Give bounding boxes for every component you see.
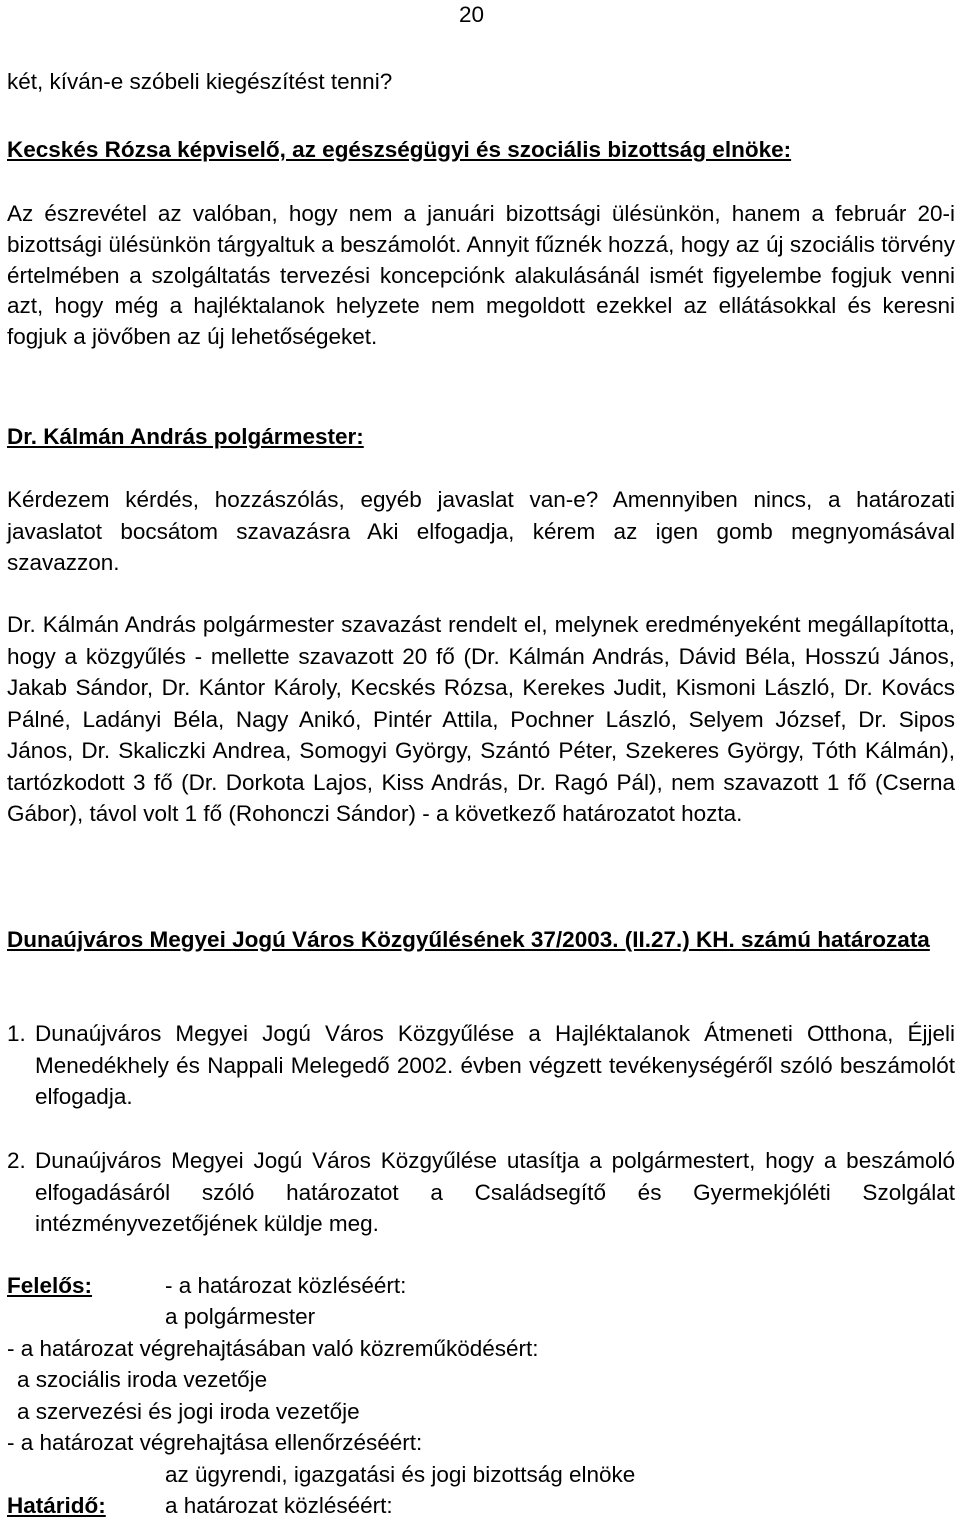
responsible-line: az ügyrendi, igazgatási és jogi bizottság elnöke: [165, 1461, 636, 1487]
resolution-item-text: Dunaújváros Megyei Jogú Város Közgyűlése a Hajléktalanok Átmeneti Otthona, Éjjeli Menedékhely és Nappali Melegedő 2002. évben végzett tevékenységéről szóló beszámolót elfogadja.: [35, 1021, 955, 1109]
resolution-item-number: 1.: [7, 1021, 26, 1046]
responsible-line: - a határozat végrehajtása ellenőrzéséért:: [7, 1430, 423, 1455]
resolution-item-number: 2.: [7, 1148, 26, 1173]
responsible-line: - a határozat közléséért:: [165, 1273, 407, 1298]
resolution-item-2: [7, 1145, 955, 1240]
deadline-text: a határozat közléséért:: [165, 1493, 393, 1518]
resolution-title: Dunaújváros Megyei Jogú Város Közgyűlésének 37/2003. (II.27.) KH. számú határozata: [7, 927, 930, 952]
deadline-section: [7, 1490, 955, 1521]
responsible-section: [7, 1270, 955, 1490]
responsible-line: a polgármester: [165, 1304, 316, 1329]
resolution-item-text: Dunaújváros Megyei Jogú Város Közgyűlése utasítja a polgármestert, hogy a beszámoló elfogadásáról szóló határozatot a Családsegítő és Gyermekjóléti Szolgálat intézményvezetőjének küldje meg.: [35, 1148, 955, 1236]
deadline-label: Határidő:: [7, 1493, 106, 1518]
responsible-line: - a határozat végrehajtásában való közreműködésért:: [7, 1335, 539, 1361]
responsible-line: a szociális iroda vezetője: [17, 1367, 268, 1392]
responsible-line: a szervezési és jogi iroda vezetője: [17, 1398, 360, 1424]
responsible-label: Felelős:: [7, 1273, 93, 1298]
speaker-heading-kecskes: Kecskés Rózsa képviselő, az egészségügyi és szociális bizottság elnöke:: [7, 137, 792, 162]
speaker-heading-kalman: Dr. Kálmán András polgármester:: [7, 424, 364, 449]
paragraph-kalman-question: Kérdezem kérdés, hozzászólás, egyéb javaslat van-e? Amennyiben nincs, a határozati javaslatot bocsátom szavazásra Aki elfogadja, kérem az igen gomb megnyomásával szavazzon.: [7, 487, 955, 575]
paragraph-kecskes-statement: Az észrevétel az valóban, hogy nem a januári bizottsági ülésünkön, hanem a február 20-i bizottsági ülésünkön tárgyaltuk a beszámolót. Annyit fűznék hozzá, hogy az új szociális törvény értelmében a szolgáltatás tervezési koncepciónk alakulásánál ismét figyelembe fogjuk venni azt, hogy még a hajléktalanok helyzete nem megoldott ezekkel az ellátásokkal és keresni fogjuk a jövőben az új lehetőségeket.: [7, 201, 955, 350]
paragraph-vote-result: Dr. Kálmán András polgármester szavazást rendelt el, melynek eredményeként megállapította, hogy a közgyűlés - mellette szavazott 20 fő (Dr. Kálmán András, Dávid Béla, Hosszú János, Jakab Sándor, Dr. Kántor Károly, Kecskés Rózsa, Kerekes Judit, Kismoni László, Dr. Kovács Pálné, Ladányi Béla, Nagy Anikó, Pintér Attila, Pochner László, Selyem József, Dr. Sipos János, Dr. Skaliczki Andrea, Somogyi György, Szántó Péter, Szekeres György, Tóth Kálmán), tartózkodott 3 fő (Dr. Dorkota Lajos, Kiss András, Dr. Ragó Pál), nem szavazott 1 fő (Cserna Gábor), távol volt 1 fő (Rohonczi Sándor) - a következő határozatot hozta.: [7, 612, 955, 826]
paragraph-intro: két, kíván-e szóbeli kiegészítést tenni?: [7, 69, 393, 94]
page-number: 20: [459, 2, 485, 27]
resolution-item-1: [7, 1018, 955, 1113]
